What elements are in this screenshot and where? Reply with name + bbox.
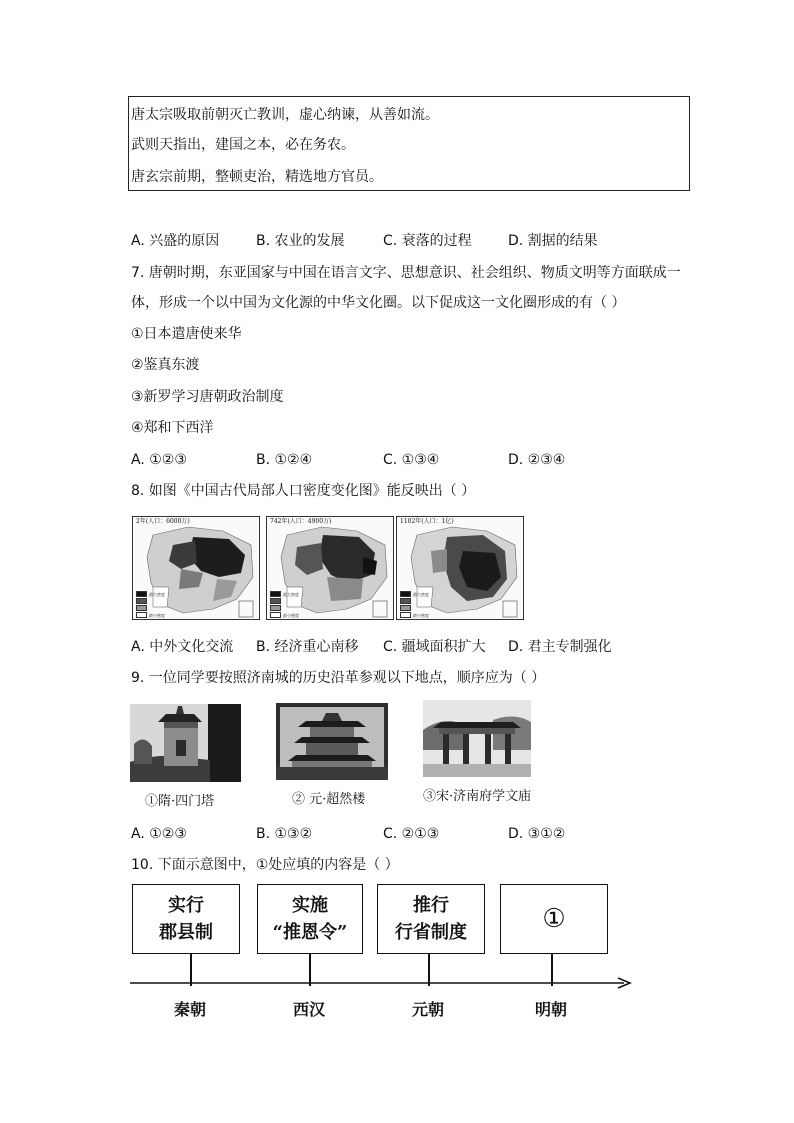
quote-line-1: 唐太宗吸取前朝灭亡教训，虚心纳谏，从善如流。 [131,107,439,123]
caption-pagoda: ①隋·四门塔 [145,794,215,809]
map-legend: 最大密度 最小密度 [400,591,429,619]
q6-option-b[interactable]: B. 农业的发展 [256,233,345,249]
q8-option-b[interactable]: B. 经济重心南移 [256,639,359,655]
map-3-title: 1102年(人口：1亿) [400,518,454,525]
q9-option-d[interactable]: D. ③①② [508,826,566,842]
q7-stem-line-1: 7. 唐朝时期，东亚国家与中国在语言文字、思想意识、社会组织、物质文明等方面联成一 [131,265,681,281]
temple-photo [423,700,531,777]
q10-stem: 10. 下面示意图中，①处应填的内容是（ ） [131,857,399,873]
q7-option-a[interactable]: A. ①②③ [131,452,187,468]
q7-item-2: ②鉴真东渡 [131,357,200,373]
map-legend: 最大密度 最小密度 [136,591,165,619]
q8-option-d[interactable]: D. 君主专制强化 [508,639,612,655]
era-label-ming: 明朝 [535,1000,568,1019]
era-label-han: 西汉 [293,1000,326,1019]
quote-line-3: 唐玄宗前期，整顿吏治，精选地方官员。 [131,169,383,185]
q8-option-c[interactable]: C. 疆域面积扩大 [383,639,486,655]
quote-box [128,96,690,191]
map-1-title: 2年(人口：6000万) [136,518,190,525]
map-legend: 最大密度 最小密度 [270,591,299,619]
q7-item-3: ③新罗学习唐朝政治制度 [131,389,284,405]
quote-line-2: 武则天指出，建国之本，必在务农。 [131,137,355,153]
q7-option-b[interactable]: B. ①②④ [256,452,313,468]
q8-option-a[interactable]: A. 中外文化交流 [131,639,234,655]
q6-option-d[interactable]: D. 割据的结果 [508,233,598,249]
caption-tower: ② 元·超然楼 [292,792,366,807]
q7-option-d[interactable]: D. ②③④ [508,452,566,468]
population-map-1 [132,516,260,620]
q9-option-a[interactable]: A. ①②③ [131,826,187,842]
q7-stem-line-2: 体，形成一个以中国为文化源的中华文化圈。以下促成这一文化圈形成的有（ ） [131,295,626,311]
q7-item-1: ①日本遣唐使来华 [131,326,242,342]
q9-stem: 9. 一位同学要按照济南城的历史沿革参观以下地点，顺序应为（ ） [131,670,546,686]
q6-option-c[interactable]: C. 衰落的过程 [383,233,472,249]
timeline-axis-arrow [130,976,634,992]
q7-option-c[interactable]: C. ①③④ [383,452,440,468]
pagoda-photo [130,704,241,782]
q9-option-c[interactable]: C. ②①③ [383,826,440,842]
q7-item-4: ④郑和下西洋 [131,420,214,436]
caption-temple: ③宋·济南府学文庙 [423,789,532,804]
q6-option-a[interactable]: A. 兴盛的原因 [131,233,220,249]
q9-option-b[interactable]: B. ①③② [256,826,313,842]
population-map-3 [396,516,524,620]
timeline-box-han: 实施 “推恩令” [257,884,363,954]
map-2-title: 742年(人口：4900万) [270,518,332,525]
timeline-box-qin: 实行 郡县制 [132,884,240,954]
blank-marker: ① [542,904,566,934]
timeline-box-yuan: 推行 行省制度 [377,884,485,954]
population-map-2 [266,516,394,620]
era-label-yuan: 元朝 [412,1000,445,1019]
timeline-box-blank [500,884,608,954]
era-label-qin: 秦朝 [174,1000,207,1019]
q8-stem: 8. 如图《中国古代局部人口密度变化图》能反映出（ ） [131,483,476,499]
tower-photo [276,703,388,780]
